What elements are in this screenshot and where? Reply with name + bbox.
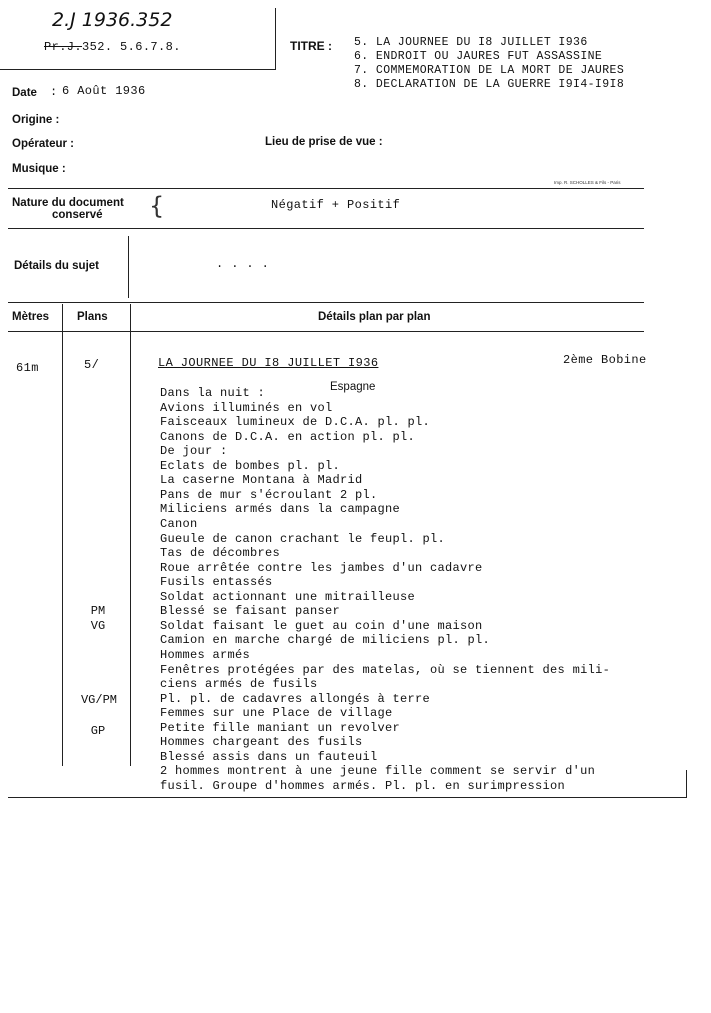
detail-line: Soldat actionnant une mitrailleuse	[160, 589, 416, 604]
lieu-label: Lieu de prise de vue :	[265, 136, 383, 148]
details-sujet-value: . . . .	[216, 257, 270, 271]
detail-line: Femmes sur une Place de village	[160, 706, 393, 721]
col-header-details: Détails plan par plan	[318, 311, 431, 323]
detail-line: Hommes armés	[160, 647, 251, 662]
detail-line: fusil. Groupe d'hommes armés. Pl. pl. en surimpression	[160, 778, 566, 793]
col-header-plans: Plans	[77, 311, 108, 323]
operateur-label: Opérateur :	[12, 138, 74, 150]
detail-line: Dans la nuit :	[160, 386, 266, 400]
detail-line: Faisceaux lumineux de D.C.A. pl. pl.	[160, 415, 431, 430]
detail-line: Soldat faisant le guet au coin d'une maison	[160, 618, 483, 633]
detail-line: 2 hommes montrent à une jeune fille comment se servir d'un	[160, 764, 596, 779]
header-separator	[8, 188, 644, 189]
detail-line: Camion en marche chargé de miliciens pl. pl.	[160, 633, 491, 648]
plan-code-vg-pm: VG/PM	[80, 693, 117, 707]
detail-line: Blessé assis dans un fauteuil	[160, 749, 378, 764]
detail-line: Hommes chargeant des fusils	[160, 735, 363, 750]
detail-line: Pl. pl. de cadavres allongés à terre	[160, 691, 431, 706]
detail-line: Roue arrêtée contre les jambes d'un cadavre	[160, 560, 483, 575]
detail-line: Petite fille maniant un revolver	[160, 720, 401, 735]
detail-line: La caserne Montana à Madrid	[160, 473, 363, 488]
detail-line: Canon	[160, 517, 198, 531]
detail-line: Fenêtres protégées par des matelas, où se tiennent des mili-	[160, 662, 611, 677]
section-title: LA JOURNEE DU I8 JUILLET I936	[158, 356, 379, 370]
detail-line: De jour :	[160, 444, 228, 459]
nature-brace: {	[149, 192, 165, 220]
details-sujet-bracket	[128, 236, 129, 298]
detail-line: Pans de mur s'écroulant 2 pl.	[160, 487, 378, 502]
ref-box-right-border	[275, 8, 276, 70]
plan-number: 5/	[84, 358, 100, 372]
musique-label: Musique :	[12, 163, 66, 175]
titre-label: TITRE :	[290, 39, 332, 53]
detail-line: Gueule de canon crachant le feupl. pl.	[160, 531, 446, 546]
detail-line: Tas de décombres	[160, 546, 281, 560]
plan-code-gp: GP	[90, 724, 106, 738]
col-divider-2	[130, 304, 131, 766]
right-bottom-border	[686, 770, 687, 798]
origine-label: Origine :	[12, 114, 60, 126]
handwritten-reference: 2.J 1936.352	[52, 9, 173, 31]
location-label: Espagne	[330, 381, 376, 393]
struck-reference: Pr.J.	[44, 40, 83, 54]
metres-value: 61m	[16, 361, 39, 375]
detail-line: Blessé se faisant panser	[160, 604, 341, 619]
plan-code-vg: VG	[90, 619, 106, 633]
nature-label-line2: conservé	[52, 209, 103, 221]
reference-line	[44, 40, 181, 54]
col-header-metres: Mètres	[12, 311, 50, 323]
title-1: 5. LA JOURNEE DU I8 JUILLET I936	[354, 36, 588, 49]
table-header-separator	[8, 331, 644, 332]
details-sujet-label: Détails du sujet	[14, 260, 99, 272]
detail-line: Eclats de bombes pl. pl.	[160, 458, 341, 473]
detail-line: Fusils entassés	[160, 575, 273, 590]
sujet-separator	[8, 302, 644, 303]
detail-line: Canons de D.C.A. en action pl. pl.	[160, 429, 416, 444]
bottom-border	[8, 797, 687, 798]
printer-credit: Imp. R. SCHOLLES & Fils - Paris	[554, 180, 621, 185]
title-2: 6. ENDROIT OU JAURES FUT ASSASSINE	[354, 50, 603, 63]
title-3: 7. COMMEMORATION DE LA MORT DE JAURES	[354, 64, 625, 77]
bobine-label: 2ème Bobine	[563, 353, 647, 367]
date-value: 6 Août 1936	[62, 84, 146, 98]
title-4: 8. DECLARATION DE LA GUERRE I9I4-I9I8	[354, 78, 625, 91]
nature-separator	[8, 228, 644, 229]
detail-line: ciens armés de fusils	[160, 677, 318, 691]
date-colon: :	[50, 85, 58, 99]
plan-code-pm: PM	[90, 604, 106, 618]
ref-box-bottom-border	[0, 69, 276, 70]
nature-value: Négatif + Positif	[271, 198, 401, 212]
col-divider-1	[62, 304, 63, 766]
reference-number: 352. 5.6.7.8.	[82, 40, 181, 54]
detail-line: Avions illuminés en vol	[160, 400, 333, 415]
date-label: Date	[12, 87, 37, 99]
detail-line: Miliciens armés dans la campagne	[160, 502, 401, 517]
nature-label-line1: Nature du document	[12, 197, 124, 209]
